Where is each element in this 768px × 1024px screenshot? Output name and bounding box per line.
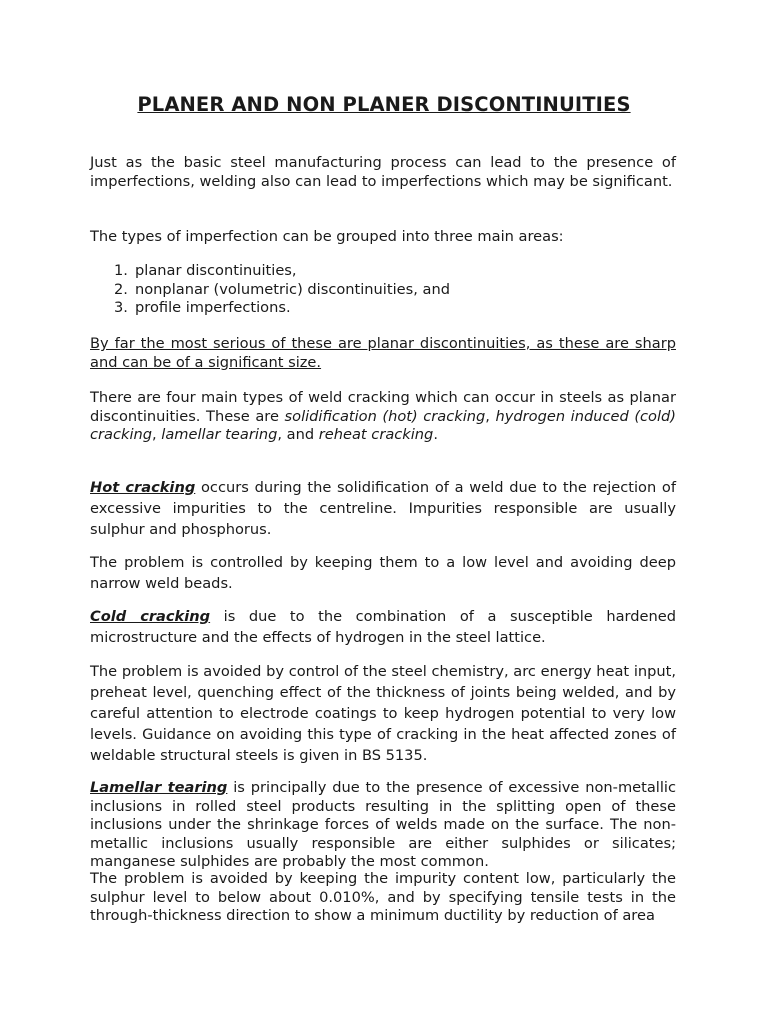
- list-item-text: nonplanar (volumetric) discontinuities, and: [135, 280, 450, 298]
- list-item-text: planar discontinuities,: [135, 262, 297, 279]
- imperfection-list: [90, 262, 676, 318]
- list-item: [90, 281, 676, 300]
- hot-cracking-text: occurs during the solidification of a weld due to the rejection of excessive impurities to the centreline. Impurities responsible are usually sulphur and phosphorus.: [90, 479, 677, 538]
- types-paragraph: The types of imperfection can be grouped into three main areas:: [90, 228, 564, 245]
- hot-cracking-control-paragraph: The problem is controlled by keeping them to a low level and avoiding deep narrow weld beads.: [90, 554, 676, 592]
- page-title: PLANER AND NON PLANER DISCONTINUITIES: [137, 93, 631, 116]
- lamellar-tearing-text: is principally due to the presence of excessive non-metallic inclusions in rolled steel products resulting in the splitting open of these inclusions under the shrinkage forces of welds made on the surface. The non-metallic inclusions usually responsible are either sulphides or silicates; manganese sulphides are probably the most common.: [90, 779, 676, 870]
- separator: ,: [152, 426, 162, 443]
- lamellar-tearing-term: lamellar tearing: [161, 426, 278, 443]
- list-number: 1.: [114, 262, 128, 279]
- cold-cracking-heading: Cold cracking: [90, 608, 211, 625]
- solidification-cracking-term: solidification (hot) cracking: [284, 407, 486, 425]
- cold-cracking-text: is due to the combination of a susceptible hardened microstructure and the effects of hydrogen in the steel lattice.: [90, 608, 677, 646]
- list-number: 2.: [114, 280, 128, 298]
- cold-cracking-paragraph: [90, 606, 676, 648]
- serious-planar-note: By far the most serious of these are planar discontinuities, as these are sharp and can be of a significant size.: [90, 335, 676, 371]
- list-number: 3.: [114, 299, 128, 316]
- reheat-cracking-term: reheat cracking: [318, 426, 434, 443]
- list-item: [90, 262, 676, 281]
- lamellar-control-paragraph: The problem is avoided by keeping the impurity content low, particularly the sulphur level to below about 0.010%, and by specifying tensile tests in the through-thickness direction to show a minimum ductility by reduction of area: [90, 870, 676, 924]
- weld-cracking-intro: There are four main types of weld cracking which can occur in steels as planar discontinuities. These are: [90, 389, 676, 425]
- lamellar-tearing-paragraph: [90, 779, 676, 872]
- hot-cracking-paragraph: [90, 477, 676, 540]
- lamellar-tearing-heading: Lamellar tearing: [90, 779, 228, 796]
- separator: ,: [485, 407, 496, 425]
- hot-cracking-heading: Hot cracking: [90, 479, 196, 496]
- intro-paragraph: Just as the basic steel manufacturing process can lead to the presence of imperfections, welding also can lead to imperfections which may be significant.: [90, 154, 676, 190]
- separator: , and: [277, 426, 319, 443]
- list-item: [90, 299, 676, 318]
- list-item-text: profile imperfections.: [135, 299, 291, 316]
- hydrogen-cracking-term: hydrogen induced (cold) cracking: [90, 407, 677, 443]
- sentence-end: .: [433, 426, 438, 443]
- weld-cracking-paragraph: [90, 389, 676, 445]
- cold-cracking-control-paragraph: The problem is avoided by control of the steel chemistry, arc energy heat input, preheat level, quenching effect of the thickness of joints being welded, and by careful attention to electrode coatings to keep hydrogen potential to very low levels. Guidance on avoiding this type of cracking in the heat affected zones of weldable structural steels is given in BS 5135.: [90, 663, 676, 764]
